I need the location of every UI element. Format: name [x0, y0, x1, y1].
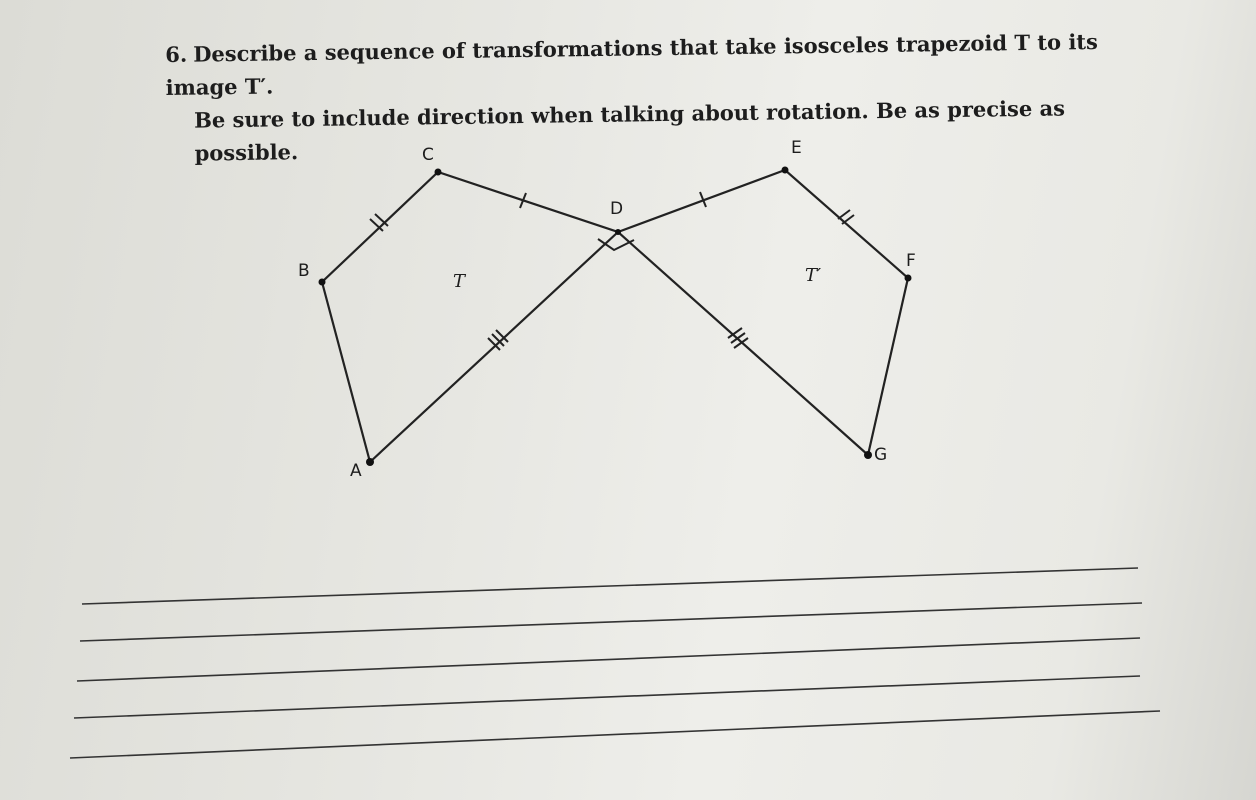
label-B: B [298, 261, 310, 281]
label-C: C [422, 145, 434, 165]
label-shape-T: T [453, 271, 466, 292]
question-line-1: Describe a sequence of transformations that take isosceles trapezoid T to its image T′. [165, 28, 1099, 100]
label-D: D [610, 199, 624, 219]
answer-line-3[interactable] [77, 638, 1140, 681]
question-line-2: Be sure to include direction when talking about rotation. Be as precise as possible. [193, 95, 1066, 166]
label-shape-T-prime: T′ [805, 265, 822, 286]
question-number: 6. [165, 41, 188, 67]
label-E: E [791, 138, 802, 158]
answer-line-1[interactable] [82, 568, 1138, 604]
answer-line-5[interactable] [70, 711, 1160, 758]
label-G: G [874, 445, 888, 465]
answer-line-2[interactable] [80, 603, 1142, 641]
label-F: F [906, 251, 916, 271]
label-A: A [350, 461, 362, 481]
answer-line-4[interactable] [74, 676, 1140, 718]
